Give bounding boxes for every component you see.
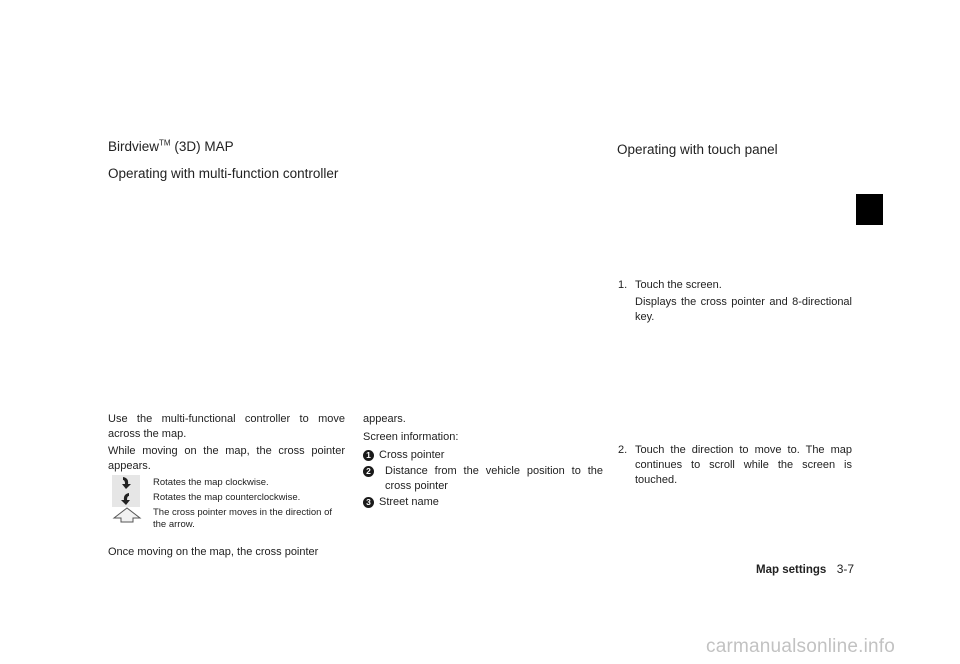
- control-text-clockwise: Rotates the map clockwise.: [153, 477, 269, 488]
- rotate-counterclockwise-icon: [112, 491, 140, 507]
- step-item: [618, 443, 852, 488]
- paragraph-once-moving: Once moving on the map, the cross pointer: [108, 546, 319, 558]
- screen-info-item: [363, 448, 603, 463]
- step-number: 2.: [618, 444, 628, 456]
- paragraph-use-controller: Use the multi-functional controller to move across the map.: [108, 413, 345, 440]
- up-arrow-icon: [112, 506, 142, 524]
- step-number: 1.: [618, 279, 628, 291]
- step-text: Touch the screen.: [635, 279, 722, 291]
- rotate-clockwise-icon: [112, 475, 140, 491]
- step-item: [618, 278, 852, 325]
- screen-info-text: Street name: [379, 496, 439, 508]
- chapter-tab-marker: [856, 194, 883, 225]
- heading-rest: (3D) MAP: [174, 139, 234, 154]
- step-detail: Displays the cross pointer and 8-directional key.: [635, 296, 852, 323]
- screen-info-item: [363, 495, 603, 510]
- screen-information-label: Screen information:: [363, 431, 459, 443]
- paragraph-cross-pointer: While moving on the map, the cross pointer appears.: [108, 445, 345, 472]
- trademark-symbol: TM: [159, 138, 171, 148]
- paragraph-appears: appears.: [363, 413, 406, 425]
- heading-brand: Birdview: [108, 139, 160, 154]
- subheading-multifunction: Operating with multi-function controller: [108, 166, 339, 181]
- section-heading-birdview: [108, 139, 234, 154]
- screen-info-item: [363, 464, 603, 494]
- screen-info-text: Cross pointer: [379, 449, 445, 461]
- callout-number: 2: [363, 466, 374, 477]
- footer-section-title: Map settings: [756, 564, 827, 576]
- screen-info-text: Distance from the vehicle position to the cross pointer: [385, 465, 603, 492]
- watermark-text: carmanualsonline.info: [706, 636, 896, 657]
- control-text-counterclockwise: Rotates the map counterclockwise.: [153, 492, 301, 503]
- control-text-arrow: The cross pointer moves in the direction of the arrow.: [153, 507, 333, 530]
- callout-number: 1: [363, 450, 374, 461]
- callout-number: 3: [363, 497, 374, 508]
- page-footer: [756, 560, 854, 578]
- footer-page-number: 3-7: [836, 562, 855, 576]
- step-text: Touch the direction to move to. The map continues to scroll while the screen is touched.: [635, 444, 852, 486]
- section-heading-touch-panel: Operating with touch panel: [617, 142, 778, 157]
